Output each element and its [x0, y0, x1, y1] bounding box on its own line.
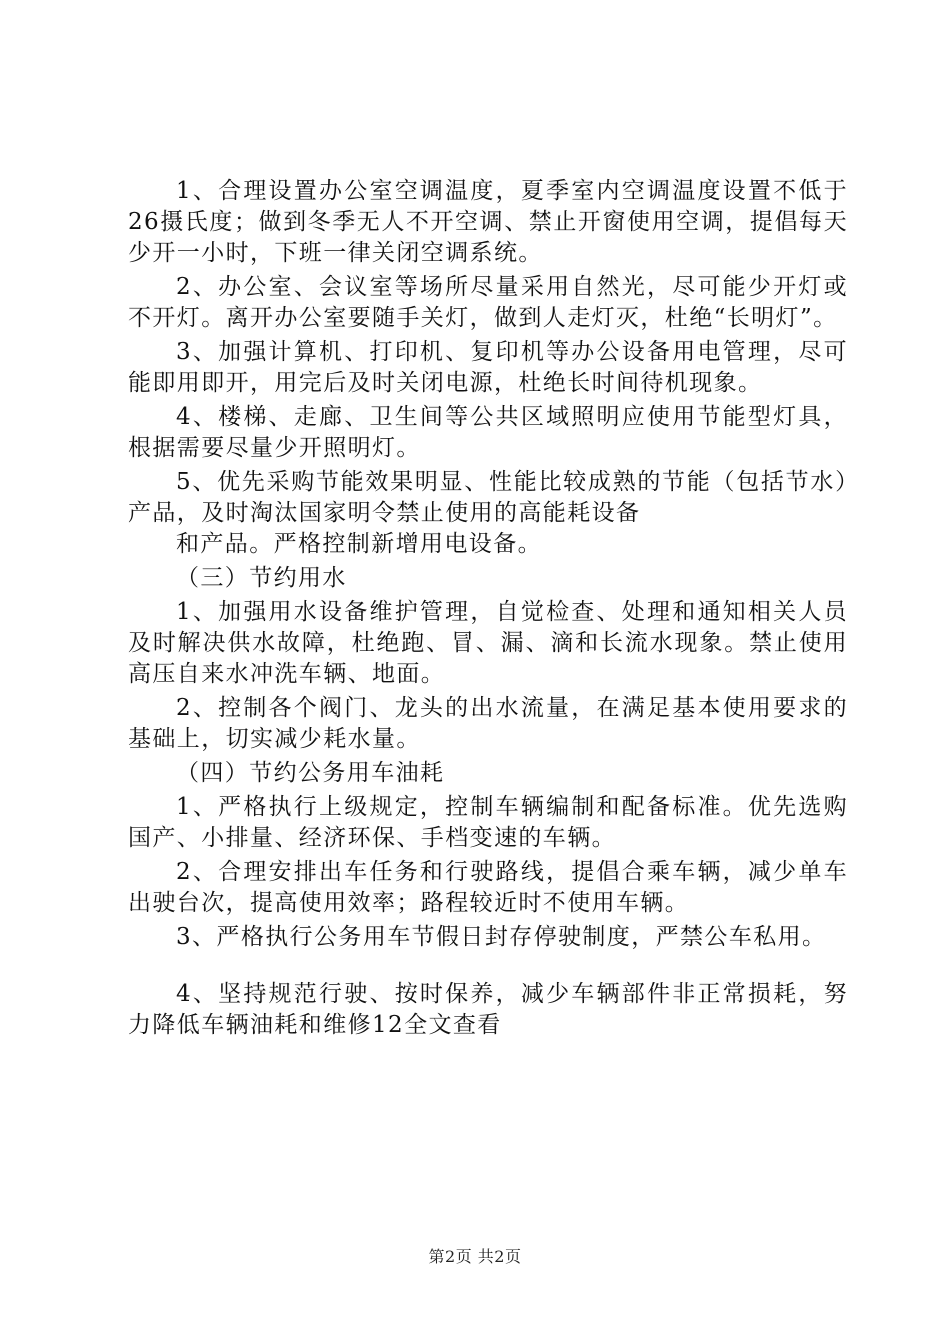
paragraph-water-flow: 2、控制各个阀门、龙头的出水流量，在满足基本使用要求的基础上，切实减少耗水量。	[128, 695, 848, 752]
paragraph-ac-temperature: 1、合理设置办公室空调温度，夏季室内空调温度设置不低于26摄氏度；做到冬季无人不开空调、禁止开窗使用空调，提倡每天少开一小时，下班一律关闭空调系统。	[128, 178, 848, 266]
section-heading-water: （三）节约用水	[176, 565, 347, 591]
paragraph-vehicle-holidays: 3、严格执行公务用车节假日封存停驶制度，严禁公车私用。	[176, 924, 827, 950]
paragraph-procurement: 5、优先采购节能效果明显、性能比较成熟的节能（包括节水）产品，及时淘汰国家明令禁止使用的高能耗设备	[128, 469, 848, 526]
paragraph-vehicle-standards: 1、严格执行上级规定，控制车辆编制和配备标准。优先选购国产、小排量、经济环保、手档变速的车辆。	[128, 794, 848, 851]
paragraph-vehicle-routes: 2、合理安排出车任务和行驶路线，提倡合乘车辆，减少单车出驶台次，提高使用效率；路程较近时不使用车辆。	[128, 859, 848, 916]
document-body	[128, 176, 848, 1044]
page-number-footer: 第2页 共2页	[428, 1247, 522, 1266]
paragraph-water-maintenance: 1、加强用水设备维护管理，自觉检查、处理和通知相关人员及时解决供水故障，杜绝跑、冒、漏、滴和长流水现象。禁止使用高压自来水冲洗车辆、地面。	[128, 599, 848, 687]
paragraph-office-equipment: 3、加强计算机、打印机、复印机等办公设备用电管理，尽可能即用即开，用完后及时关闭电源，杜绝长时间待机现象。	[128, 339, 848, 396]
section-heading-vehicles: （四）节约公务用车油耗	[176, 760, 445, 786]
paragraph-vehicle-maintenance: 4、坚持规范行驶、按时保养，减少车辆部件非正常损耗，努力降低车辆油耗和维修12全文查看	[128, 981, 848, 1038]
paragraph-lighting: 2、办公室、会议室等场所尽量采用自然光，尽可能少开灯或不开灯。离开办公室要随手关灯，做到人走灯灭，杜绝“长明灯”。	[128, 274, 848, 331]
paragraph-public-area-lighting: 4、楼梯、走廊、卫生间等公共区域照明应使用节能型灯具，根据需要尽量少开照明灯。	[128, 404, 848, 461]
paragraph-procurement-continued: 和产品。严格控制新增用电设备。	[176, 531, 542, 557]
